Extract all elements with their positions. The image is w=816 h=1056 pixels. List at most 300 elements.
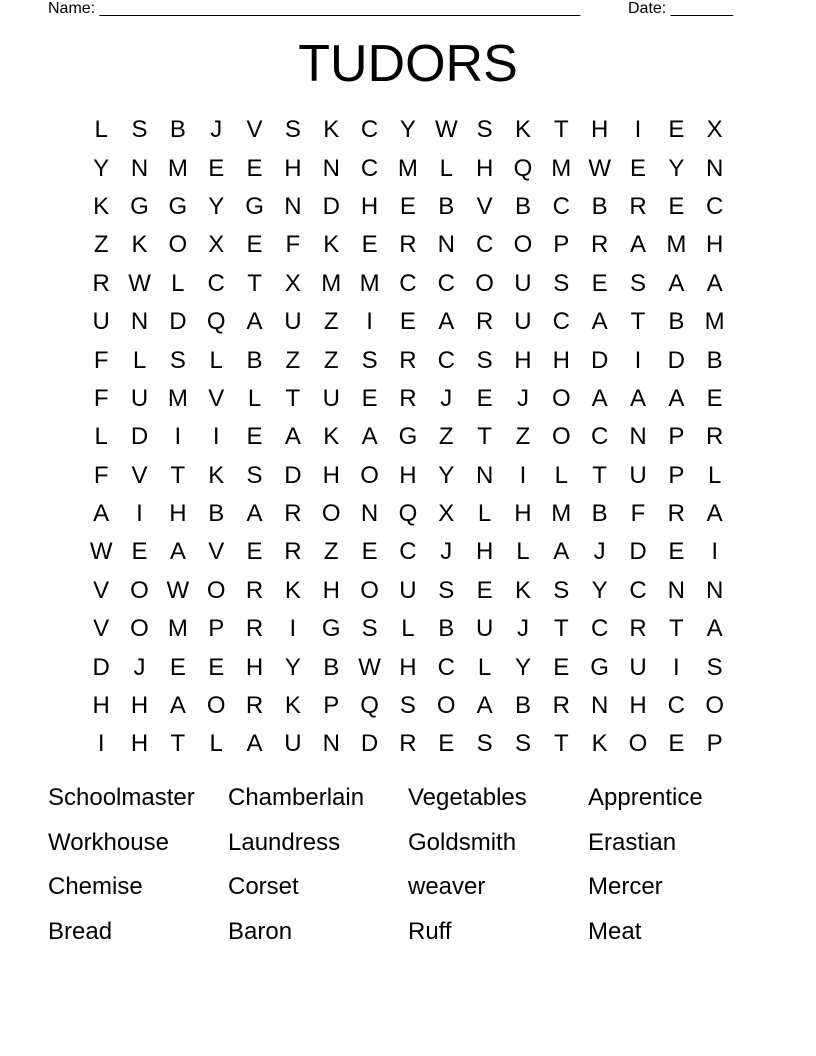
grid-cell: L [209, 346, 223, 374]
word-row [48, 910, 768, 955]
page-title: TUDORS [298, 35, 518, 93]
grid-cell: U [322, 384, 340, 412]
grid-cell: M [666, 231, 687, 259]
grid-cell: N [130, 154, 149, 182]
grid-cell: H [169, 500, 187, 528]
grid-cell: W [588, 154, 611, 182]
grid-cell: C [437, 653, 455, 681]
grid-row [82, 226, 734, 264]
grid-cell: D [130, 423, 149, 451]
grid-cell: C [552, 308, 570, 336]
word-list [48, 776, 768, 954]
grid-cell: K [323, 423, 340, 451]
grid-cell: Y [208, 192, 225, 220]
grid-row [82, 648, 734, 686]
grid-cell: S [361, 346, 378, 374]
grid-cell: S [361, 615, 378, 643]
grid-cell: D [92, 653, 110, 681]
grid-cell: F [630, 500, 646, 528]
grid-row [82, 341, 734, 379]
grid-cell: A [629, 384, 646, 412]
grid-cell: I [634, 346, 642, 374]
grid-cell: V [131, 461, 148, 489]
grid-cell: E [208, 154, 225, 182]
grid-cell: Y [399, 116, 416, 144]
grid-row [82, 572, 734, 610]
grid-cell: K [208, 461, 225, 489]
grid-cell: O [551, 423, 571, 451]
grid-cell: M [167, 615, 188, 643]
grid-cell: W [166, 576, 190, 604]
grid-cell: A [629, 231, 646, 259]
grid-cell: L [132, 346, 147, 374]
grid-cell: Y [284, 653, 301, 681]
grid-cell: O [436, 692, 456, 720]
word-list-item: Bread [48, 917, 113, 945]
grid-cell: C [399, 538, 417, 566]
grid-cell: K [591, 730, 608, 758]
grid-cell: D [667, 346, 685, 374]
grid-cell: V [246, 116, 263, 144]
grid-cell: O [360, 576, 379, 604]
grid-cell: A [284, 423, 301, 451]
grid-cell: Q [398, 500, 418, 528]
grid-row [82, 725, 734, 763]
grid-cell: E [668, 192, 685, 220]
grid-cell: Z [438, 423, 454, 451]
grid-cell: G [590, 653, 609, 681]
grid-cell: H [284, 154, 302, 182]
grid-cell: A [591, 308, 608, 336]
grid-cell: L [209, 730, 223, 758]
grid-cell: H [322, 461, 340, 489]
grid-row [82, 687, 734, 725]
grid-cell: M [167, 154, 188, 182]
grid-cell: I [711, 538, 718, 566]
grid-cell: R [284, 500, 302, 528]
grid-cell: C [590, 615, 609, 643]
grid-cell: S [476, 730, 493, 758]
grid-cell: O [321, 500, 341, 528]
grid-cell: A [668, 269, 685, 297]
grid-cell: I [634, 116, 642, 144]
grid-cell: B [323, 653, 340, 681]
grid-cell: K [284, 692, 301, 720]
grid-cell: L [707, 461, 722, 489]
grid-cell: O [130, 576, 149, 604]
grid-cell: P [668, 461, 685, 489]
grid-cell: H [514, 346, 532, 374]
grid-cell: L [94, 116, 108, 144]
grid-cell: Z [285, 346, 301, 374]
grid-cell: U [130, 384, 149, 412]
grid-cell: B [668, 308, 685, 336]
grid-cell: A [246, 500, 263, 528]
grid-cell: M [551, 500, 572, 528]
grid-cell: C [437, 346, 455, 374]
grid-cell: N [322, 154, 340, 182]
grid-cell: E [553, 653, 570, 681]
grid-cell: E [208, 653, 225, 681]
grid-cell: U [284, 730, 302, 758]
grid-cell: H [399, 461, 417, 489]
grid-cell: E [246, 231, 263, 259]
grid-cell: C [667, 692, 685, 720]
grid-cell: V [476, 192, 493, 220]
grid-cell: K [284, 576, 301, 604]
grid-cell: H [92, 692, 110, 720]
grid-cell: R [629, 192, 647, 220]
grid-cell: G [168, 192, 188, 220]
name-field-label: Name: ______________________________________________________ [48, 0, 581, 17]
grid-cell: F [93, 346, 109, 374]
grid-cell: G [398, 423, 418, 451]
grid-cell: D [322, 192, 340, 220]
grid-cell: R [399, 384, 417, 412]
grid-cell: H [475, 154, 494, 182]
grid-cell: W [434, 116, 458, 144]
grid-cell: K [514, 576, 531, 604]
grid-cell: N [706, 576, 724, 604]
grid-cell: B [706, 346, 723, 374]
grid-cell: K [514, 116, 531, 144]
grid-cell: C [399, 269, 417, 297]
grid-cell: B [208, 500, 225, 528]
grid-cell: S [438, 576, 455, 604]
grid-cell: A [706, 269, 723, 297]
grid-cell: J [516, 384, 529, 412]
grid-cell: V [208, 538, 225, 566]
grid-cell: Z [323, 308, 339, 336]
grid-cell: S [629, 269, 646, 297]
grid-cell: R [590, 231, 609, 259]
grid-cell: A [438, 308, 455, 336]
grid-cell: U [284, 308, 302, 336]
grid-cell: M [321, 269, 342, 297]
grid-cell: L [94, 423, 108, 451]
grid-cell: T [630, 308, 646, 336]
grid-row [82, 111, 734, 149]
grid-cell: T [285, 384, 301, 412]
grid-cell: R [706, 423, 724, 451]
grid-cell: A [706, 615, 723, 643]
word-list-item: Laundress [228, 828, 341, 856]
word-list-item: Goldsmith [408, 828, 517, 856]
grid-cell: S [553, 576, 570, 604]
grid-cell: M [359, 269, 380, 297]
grid-cell: A [553, 538, 570, 566]
grid-cell: V [93, 576, 110, 604]
word-list-item: Vegetables [408, 784, 527, 812]
word-row [48, 776, 768, 821]
grid-cell: O [206, 576, 226, 604]
grid-cell: N [322, 730, 340, 758]
grid-cell: H [245, 653, 264, 681]
grid-cell: F [285, 231, 301, 259]
grid-cell: E [668, 116, 685, 144]
grid-cell: D [629, 538, 647, 566]
grid-cell: B [591, 192, 608, 220]
grid-cell: O [551, 384, 571, 412]
grid-cell: R [245, 576, 264, 604]
grid-cell: T [553, 615, 569, 643]
grid-cell: C [207, 269, 225, 297]
grid-cell: N [590, 692, 609, 720]
grid-cell: G [130, 192, 149, 220]
grid-cell: S [476, 116, 493, 144]
grid-cell: N [706, 154, 724, 182]
grid-cell: S [514, 730, 531, 758]
word-list-item: Chemise [48, 873, 143, 901]
word-list-item: Schoolmaster [48, 784, 195, 812]
grid-cell: D [360, 730, 379, 758]
grid-cell: A [169, 692, 186, 720]
grid-cell: U [92, 308, 110, 336]
grid-cell: X [706, 116, 723, 144]
grid-cell: O [705, 692, 724, 720]
grid-cell: I [289, 615, 297, 643]
word-list-item: Chamberlain [228, 784, 365, 812]
grid-cell: F [93, 384, 109, 412]
grid-cell: R [399, 346, 417, 374]
grid-cell: T [170, 461, 186, 489]
grid-cell: M [704, 308, 725, 336]
grid-cell: Y [438, 461, 455, 489]
grid-cell: X [284, 269, 301, 297]
grid-cell: N [475, 461, 494, 489]
grid-cell: S [706, 653, 723, 681]
grid-cell: R [284, 538, 302, 566]
grid-cell: E [476, 384, 493, 412]
grid-cell: O [513, 231, 533, 259]
grid-cell: E [246, 423, 263, 451]
grid-row [82, 188, 734, 226]
grid-cell: X [438, 500, 455, 528]
grid-cell: T [592, 461, 607, 489]
grid-cell: H [399, 653, 417, 681]
grid-cell: H [514, 500, 532, 528]
grid-cell: L [401, 615, 415, 643]
grid-cell: J [516, 615, 529, 643]
grid-cell: T [247, 269, 262, 297]
grid-cell: C [360, 154, 379, 182]
grid-cell: N [437, 231, 455, 259]
grid-cell: S [476, 346, 493, 374]
grid-cell: O [206, 692, 226, 720]
grid-row [82, 610, 734, 648]
grid-cell: N [130, 308, 149, 336]
grid-cell: O [168, 231, 188, 259]
grid-cell: J [440, 538, 453, 566]
grid-cell: S [131, 116, 148, 144]
word-list-item: Mercer [588, 873, 663, 901]
grid-cell: W [128, 269, 151, 297]
grid-cell: N [284, 192, 302, 220]
grid-cell: K [131, 231, 148, 259]
grid-cell: C [706, 192, 724, 220]
grid-cell: E [131, 538, 148, 566]
grid-cell: D [284, 461, 302, 489]
grid-cell: E [399, 192, 416, 220]
grid-cell: X [208, 231, 225, 259]
grid-cell: B [246, 346, 263, 374]
grid-cell: K [323, 116, 340, 144]
grid-cell: E [668, 538, 685, 566]
grid-cell: T [477, 423, 492, 451]
grid-row [82, 495, 734, 533]
grid-cell: A [668, 384, 685, 412]
grid-cell: L [247, 384, 262, 412]
grid-cell: C [629, 576, 647, 604]
grid-cell: H [629, 692, 647, 720]
grid-cell: P [323, 692, 340, 720]
grid-cell: Y [514, 653, 531, 681]
grid-cell: T [668, 615, 684, 643]
grid-cell: Z [323, 538, 339, 566]
grid-cell: U [629, 653, 647, 681]
grid-cell: N [360, 500, 379, 528]
grid-cell: O [360, 461, 379, 489]
grid-cell: L [477, 653, 492, 681]
grid-cell: E [361, 538, 378, 566]
grid-cell: B [169, 116, 186, 144]
grid-cell: E [629, 154, 646, 182]
grid-cell: I [212, 423, 220, 451]
grid-cell: Z [93, 231, 109, 259]
grid-cell: R [92, 269, 110, 297]
grid-cell: H [322, 576, 340, 604]
grid-cell: V [208, 384, 225, 412]
grid-row [82, 533, 734, 571]
grid-row [82, 303, 734, 341]
grid-cell: P [706, 730, 723, 758]
grid-cell: S [553, 269, 570, 297]
grid-cell: L [439, 154, 453, 182]
grid-cell: E [361, 384, 378, 412]
grid-cell: H [590, 116, 609, 144]
grid-cell: B [591, 500, 608, 528]
grid-cell: H [360, 192, 379, 220]
grid-cell: I [174, 423, 182, 451]
word-list-item: Baron [228, 917, 293, 945]
grid-cell: K [323, 231, 340, 259]
grid-cell: G [245, 192, 264, 220]
grid-cell: T [553, 116, 569, 144]
grid-cell: R [245, 692, 264, 720]
grid-row [82, 265, 734, 303]
grid-cell: E [591, 269, 608, 297]
grid-cell: Z [515, 423, 531, 451]
grid-cell: M [551, 154, 572, 182]
grid-cell: A [169, 538, 186, 566]
grid-cell: H [706, 231, 724, 259]
date-field-label: Date: _______ [628, 0, 733, 17]
grid-cell: Q [513, 154, 533, 182]
grid-cell: E [476, 576, 493, 604]
grid-cell: O [475, 269, 494, 297]
grid-cell: Q [360, 692, 379, 720]
grid-cell: E [169, 653, 186, 681]
grid-cell: B [438, 615, 455, 643]
grid-cell: J [440, 384, 453, 412]
grid-cell: A [246, 308, 263, 336]
word-row [48, 821, 768, 866]
grid-cell: A [476, 692, 493, 720]
grid-cell: F [93, 461, 109, 489]
grid-cell: R [245, 615, 264, 643]
word-list-item: weaver [408, 873, 486, 901]
grid-cell: C [475, 231, 494, 259]
grid-cell: T [170, 730, 186, 758]
grid-cell: R [475, 308, 494, 336]
grid-cell: Q [206, 308, 226, 336]
word-list-item: Apprentice [588, 784, 703, 812]
grid-cell: U [514, 308, 532, 336]
grid-cell: T [553, 730, 569, 758]
grid-cell: Z [323, 346, 339, 374]
grid-row [82, 457, 734, 495]
grid-cell: I [519, 461, 527, 489]
grid-cell: B [514, 192, 531, 220]
grid-cell: W [89, 538, 113, 566]
grid-cell: A [591, 384, 608, 412]
grid-cell: L [477, 500, 492, 528]
grid-cell: N [667, 576, 685, 604]
grid-cell: C [552, 192, 570, 220]
word-list-item: Meat [588, 917, 642, 945]
grid-cell: W [358, 653, 381, 681]
grid-cell: N [629, 423, 647, 451]
grid-cell: S [284, 116, 301, 144]
grid-cell: E [706, 384, 723, 412]
grid-cell: E [399, 308, 416, 336]
header-line [48, 0, 748, 20]
grid-cell: S [246, 461, 263, 489]
grid-cell: E [668, 730, 685, 758]
grid-cell: M [397, 154, 418, 182]
grid-cell: D [590, 346, 609, 374]
grid-cell: H [552, 346, 570, 374]
word-list-item: Workhouse [48, 828, 169, 856]
grid-cell: Y [591, 576, 608, 604]
grid-row [82, 380, 734, 418]
grid-cell: P [553, 231, 570, 259]
grid-cell: U [475, 615, 494, 643]
grid-cell: R [667, 500, 685, 528]
grid-cell: H [130, 730, 149, 758]
grid-cell: U [514, 269, 532, 297]
grid-cell: L [554, 461, 568, 489]
word-list-item: Erastian [588, 828, 677, 856]
grid-cell: I [366, 308, 373, 336]
grid-cell: P [668, 423, 685, 451]
grid-cell: V [93, 615, 110, 643]
grid-cell: D [169, 308, 187, 336]
grid-cell: K [93, 192, 110, 220]
grid-cell: O [130, 615, 149, 643]
grid-cell: J [133, 653, 146, 681]
word-list-item: Corset [228, 873, 299, 901]
grid-cell: G [321, 615, 341, 643]
grid-cell: B [438, 192, 455, 220]
grid-cell: O [628, 730, 648, 758]
grid-cell: R [629, 615, 647, 643]
grid-cell: E [361, 231, 378, 259]
grid-cell: R [399, 730, 417, 758]
grid-cell: H [475, 538, 494, 566]
grid-cell: A [361, 423, 378, 451]
grid-cell: S [399, 692, 416, 720]
